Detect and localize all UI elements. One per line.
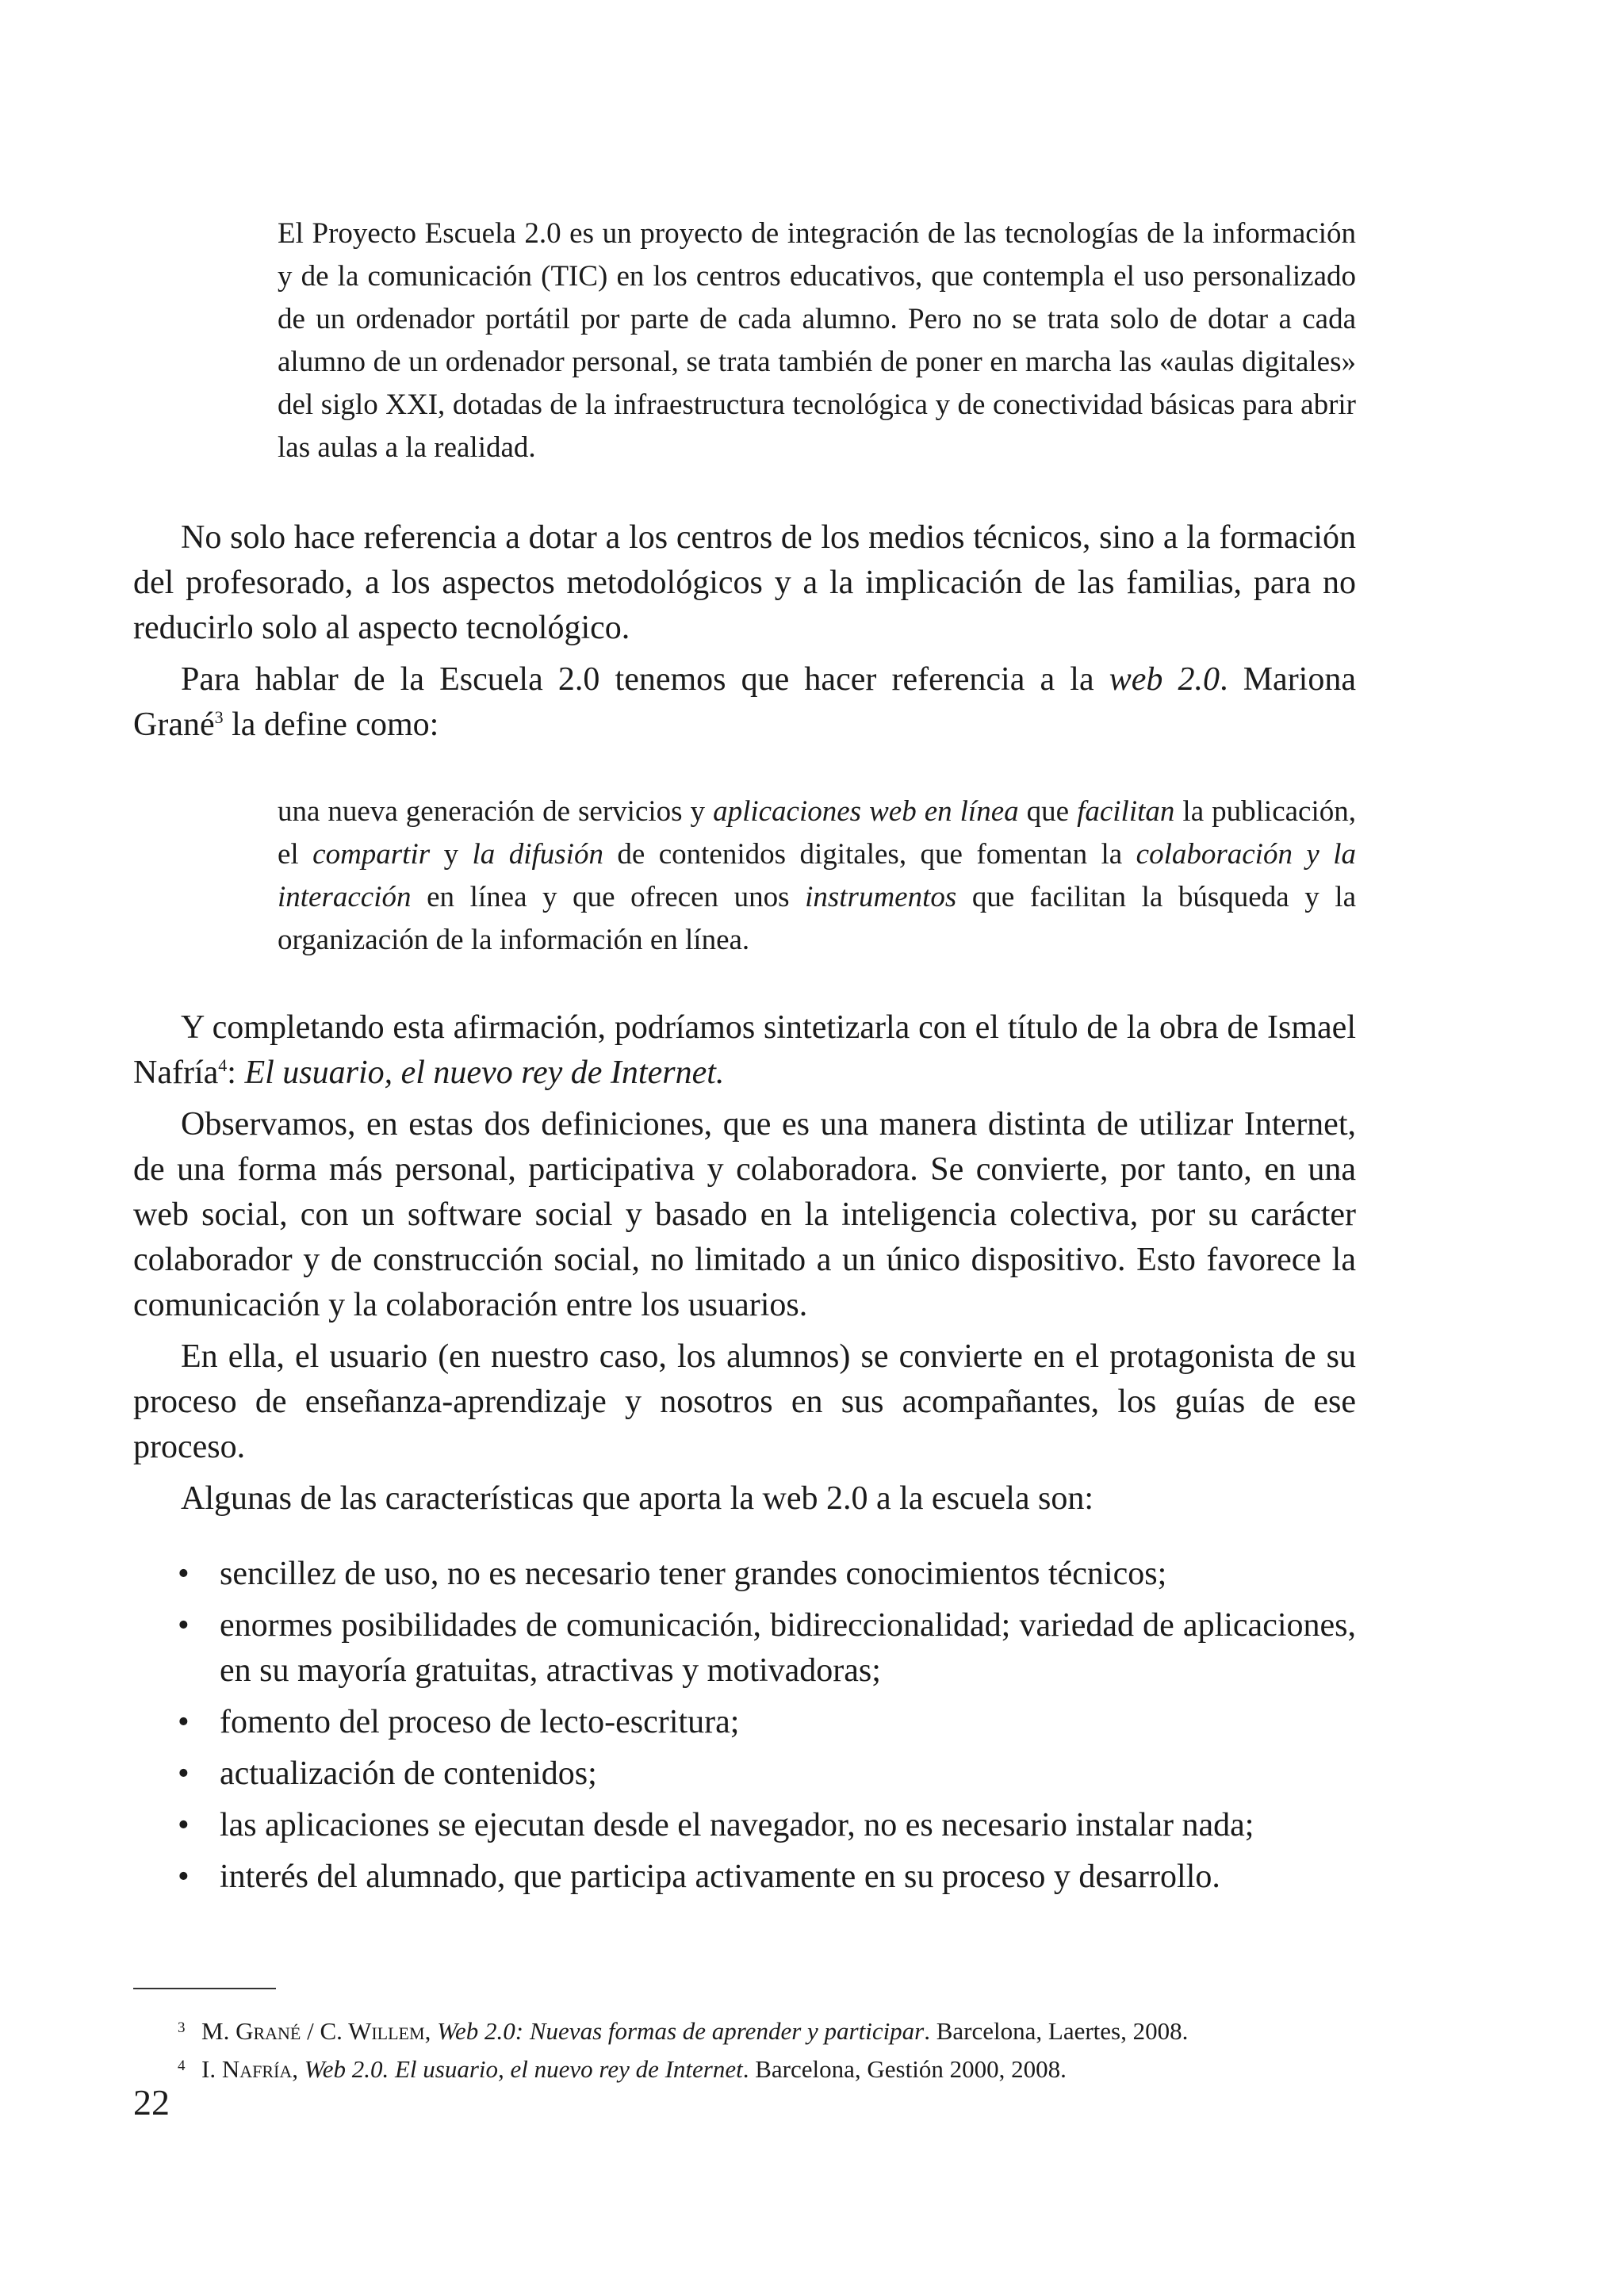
- paragraph-5: En ella, el usuario (en nuestro caso, los alumnos) se convierte en el protagonista de su proceso de enseñanza-aprendizaje y nosotros en sus acompañantes, los guías de ese proceso.: [133, 1338, 1356, 1465]
- quote-2-a: una nueva generación de servicios y: [278, 795, 714, 828]
- quote-2-i: de contenidos digitales, que fomentan la: [603, 838, 1136, 871]
- bullet-icon: •: [178, 1607, 190, 1644]
- paragraph-3-text-a: Y completando esta afirmación, podríamos sintetizarla con el título de la obra de Ismael Nafría: [133, 1009, 1356, 1091]
- paragraph-2-text-c: . Mariona Grané: [133, 661, 1356, 743]
- list-item-text: fomento del proceso de lecto-escritura;: [220, 1704, 740, 1740]
- list-item: [133, 1552, 1356, 1597]
- footnote-divider: [133, 1988, 276, 1989]
- list-item: [133, 1855, 1356, 1900]
- paragraph-3-italic-title: El usuario, el nuevo rey de Internet.: [244, 1055, 725, 1091]
- list-item-text: las aplicaciones se ejecutan desde el navegador, no es necesario instalar nada;: [220, 1807, 1254, 1843]
- footnote-author: M. Grané: [201, 2017, 301, 2045]
- list-item: [133, 1751, 1356, 1797]
- paragraph-2-italic-web: web 2.0: [1109, 661, 1220, 698]
- footnote-publisher: . Barcelona, Laertes, 2008.: [924, 2017, 1189, 2045]
- body-text-block-1: [133, 515, 1356, 748]
- quote-2-k: en línea y que ofrecen unos: [411, 881, 806, 913]
- footnote-ref-3: 3: [214, 707, 224, 727]
- paragraph-3-text-b: :: [227, 1055, 245, 1091]
- bullet-icon: •: [178, 1755, 190, 1792]
- bullet-icon: •: [178, 1556, 190, 1592]
- paragraph-4: Observamos, en estas dos definiciones, que es una manera distinta de utilizar Internet, de una forma más personal, participativa y colaboradora. Se convierte, por tanto, en una web social, con un software social y basado en la inteligencia colectiva, por su carácter colaborador y de construcción social, no limitado a un único dispositivo. Esto favorece la comunicación y la colaboración entre los usuarios.: [133, 1106, 1356, 1323]
- quote-2-h: la difusión: [472, 838, 603, 871]
- footnote-4: [133, 2050, 1356, 2088]
- quote-2-d: facilitan: [1077, 795, 1175, 828]
- quote-2-l: instrumentos: [805, 881, 957, 913]
- list-item-text: sencillez de uso, no es necesario tener grandes conocimientos técnicos;: [220, 1556, 1167, 1592]
- footnote-separator: /: [301, 2017, 320, 2045]
- list-item-text: interés del alumnado, que participa activamente en su proceso y desarrollo.: [220, 1859, 1220, 1895]
- quote-2-m: que facilitan la búsqueda y la organización de la información en línea.: [278, 881, 1356, 956]
- footnote-title: Web 2.0: Nuevas formas de aprender y participar: [437, 2017, 925, 2045]
- paragraph-2-text-d: la define como:: [223, 706, 439, 743]
- bullet-icon: •: [178, 1704, 190, 1740]
- list-item-text: enormes posibilidades de comunicación, bidireccionalidad; variedad de aplicaciones, en su mayoría gratuitas, atractivas y motivadoras;: [220, 1607, 1356, 1689]
- bullet-icon: •: [178, 1859, 190, 1895]
- footnote-3: [133, 2012, 1356, 2050]
- bullet-icon: •: [178, 1807, 190, 1843]
- footnote-author: I. Nafría: [201, 2055, 293, 2083]
- footnote-number: 3: [178, 2019, 186, 2036]
- quote-2-c: que: [1018, 795, 1078, 828]
- footnotes: [133, 2012, 1356, 2088]
- paragraph-2: [133, 657, 1356, 748]
- block-quote-definition: [278, 790, 1356, 962]
- quote-2-j: colaboración y la interacción: [278, 838, 1356, 913]
- list-item: [133, 1700, 1356, 1745]
- body-text-block-2: [133, 1005, 1356, 1522]
- footnote-author: C. Willem: [320, 2017, 425, 2045]
- list-item: [133, 1603, 1356, 1694]
- footnote-title: Web 2.0. El usuario, el nuevo rey de Internet: [304, 2055, 743, 2083]
- footnote-comma: ,: [424, 2017, 438, 2045]
- paragraph-2-text-a: Para hablar de la Escuela 2.0 tenemos que hacer referencia a la: [181, 661, 1109, 698]
- paragraph-6: Algunas de las características que aporta la web 2.0 a la escuela son:: [181, 1480, 1094, 1517]
- quote-2-e: la publicación, el: [278, 795, 1356, 871]
- footnote-publisher: . Barcelona, Gestión 2000, 2008.: [742, 2055, 1067, 2083]
- footnote-ref-4: 4: [218, 1055, 228, 1075]
- block-quote-escuela-2-0: El Proyecto Escuela 2.0 es un proyecto de integración de las tecnologías de la información y de la comunicación (TIC) en los centros educativos, que contempla el uso personalizado de un ordenador portátil por parte de cada alumno. Pero no se trata solo de dotar a cada alumno de un ordenador personal, se trata también de poner en marcha las «aulas digitales» del siglo XXI, dotadas de la infraestructura tecnológica y de conectividad básicas para abrir las aulas a la realidad.: [278, 217, 1356, 464]
- quote-2-g: y: [430, 838, 473, 871]
- paragraph-1: No solo hace referencia a dotar a los centros de los medios técnicos, sino a la formación del profesorado, a los aspectos metodológicos y a la implicación de las familias, para no reducirlo solo al aspecto tecnológico.: [133, 519, 1356, 646]
- footnote-number: 4: [178, 2058, 186, 2074]
- list-item: [133, 1803, 1356, 1848]
- paragraph-3: [133, 1005, 1356, 1096]
- page-number: 22: [133, 2082, 170, 2123]
- footnote-comma: ,: [292, 2055, 304, 2083]
- list-item-text: actualización de contenidos;: [220, 1755, 597, 1792]
- quote-2-b: aplicaciones web en línea: [713, 795, 1019, 828]
- quote-2-f: compartir: [312, 838, 431, 871]
- characteristics-list: [133, 1552, 1356, 1906]
